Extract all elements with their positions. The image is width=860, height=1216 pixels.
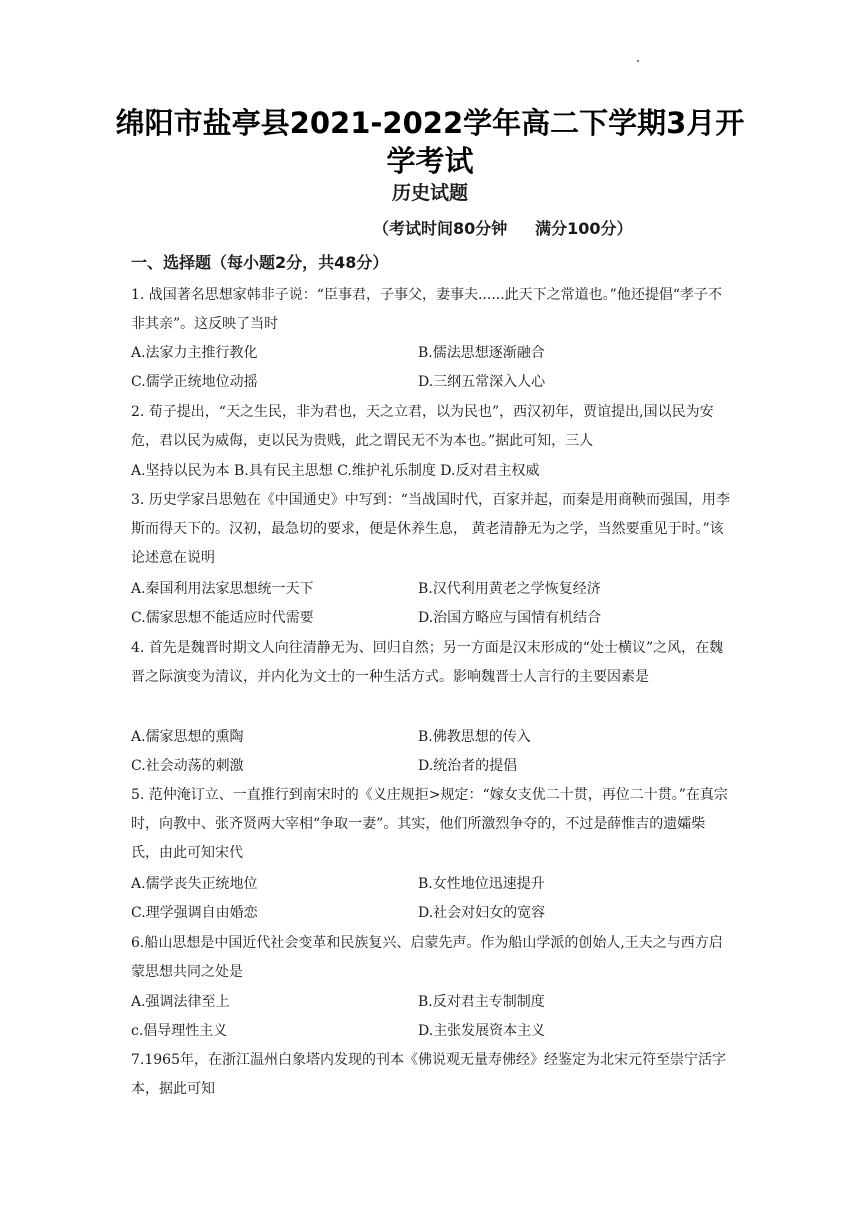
question-6-options-row-1 [131, 988, 731, 1017]
question-3-text: 3. 历史学家吕思勉在《中国通史》中写到：“当战国时代，百家并起，而秦是用商鞅而强国，用李斯而得天下的。汉初，最急切的要求，便是休养生息， 黄老清静无为之学，当然要重见于时。”该论述意在说明 [131, 492, 730, 566]
question-6-option-d: D.主张发展资本主义 [418, 1023, 546, 1039]
question-3-option-c: C.儒家思想不能适应时代需要 [131, 610, 314, 626]
question-3-option-d: D.治国方略应与国情有机结合 [418, 610, 602, 626]
question-4-option-c: C.社会动荡的刺激 [131, 758, 244, 774]
question-2-text: 2. 荀子提出，“天之生民，非为君也，天之立君，以为民也”，西汉初年，贾谊提出,国以民为安危，君以民为威侮，吏以民为贵贱，此之谓民无不为本也。”据此可知，三人 [131, 404, 714, 449]
question-6-text: 6.船山思想是中国近代社会变革和民族复兴、启蒙先声。作为船山学派的创始人,王夫之与西方启蒙思想共同之处是 [131, 935, 723, 980]
question-4-option-d: D.统治者的提倡 [418, 758, 518, 774]
question-4-text: 4. 首先是魏晋时期文人向往清静无为、回归自然；另一方面是汉末形成的“处士横议”之风，在魏晋之际演变为清议，并内化为文士的一种生活方式。影响魏晋士人言行的主要因素是 [131, 640, 724, 685]
question-3-options-row-2 [131, 604, 731, 633]
question-5-option-b: B.女性地位迅速提升 [418, 876, 545, 892]
question-1-option-b: B.儒法思想逐渐融合 [418, 345, 545, 361]
question-6-options-row-2 [131, 1017, 731, 1046]
page-title: 绵阳市盐亭县2021-2022学年高二下学期3月开学考试 [115, 106, 745, 178]
question-6-option-b: B.反对君主专制制度 [418, 994, 545, 1010]
question-1-option-c: C.儒学正统地位动摇 [131, 374, 258, 390]
question-2-options: A.坚持以民为本 B.具有民主思想 C.维护礼乐制度 D.反对君主权威 [131, 463, 540, 479]
question-5-option-c: C.理学强调自由婚恋 [131, 905, 258, 921]
question-3-option-a: A.秦国利用法家思想统一天下 [131, 581, 314, 597]
page-mark-dot [637, 60, 639, 62]
question-5-options-row-2 [131, 899, 731, 928]
question-1-option-a: A.法家力主推行教化 [131, 345, 258, 361]
question-1-options-row-1 [131, 339, 731, 368]
question-3-options-row-1 [131, 575, 731, 604]
question-1-options-row-2 [131, 368, 731, 397]
question-6-option-c: c.倡导理性主义 [131, 1023, 228, 1039]
question-5-text: 5. 范仲淹订立、一直推行到南宋时的《义庄规拒>规定：“嫁女支优二十贯，再位二十贯。”在真宗时，向教中、张齐贤两大宰相“争取一妻”。其实，他们所激烈争夺的，不过是薛惟吉的遗孀柴氏，由此可知宋代 [131, 787, 728, 861]
question-7-text: 7.1965年，在浙江温州白象塔内发现的刊本《佛说观无量寿佛经》经鉴定为北宋元符至崇宁活字本，据此可知 [131, 1052, 726, 1097]
question-5-option-a: A.儒学丧失正统地位 [131, 876, 258, 892]
question-4-option-a: A.儒家思想的熏陶 [131, 729, 244, 745]
question-4-option-b: B.佛教思想的传入 [418, 729, 531, 745]
section-title: 一、选择题（每小题2分，共48分） [131, 253, 389, 272]
question-4-options-row-1 [131, 723, 731, 752]
question-6-option-a: A.强调法律至上 [131, 994, 230, 1010]
question-5-option-d: D.社会对妇女的宽容 [418, 905, 546, 921]
exam-time-info: （考试时间80分钟 满分100分） [373, 219, 633, 238]
question-1-text: 1. 战国著名思想家韩非子说：“臣事君，子事父，妻事夫......此天下之常道也。”他还提倡“孝子不非其亲”。这反映了当时 [131, 287, 722, 332]
question-4-options-row-2 [131, 752, 731, 781]
question-5-options-row-1 [131, 870, 731, 899]
question-3-option-b: B.汉代利用黄老之学恢复经济 [418, 581, 601, 597]
page-subtitle: 历史试题 [391, 182, 468, 204]
question-1-option-d: D.三纲五常深入人心 [418, 374, 546, 390]
